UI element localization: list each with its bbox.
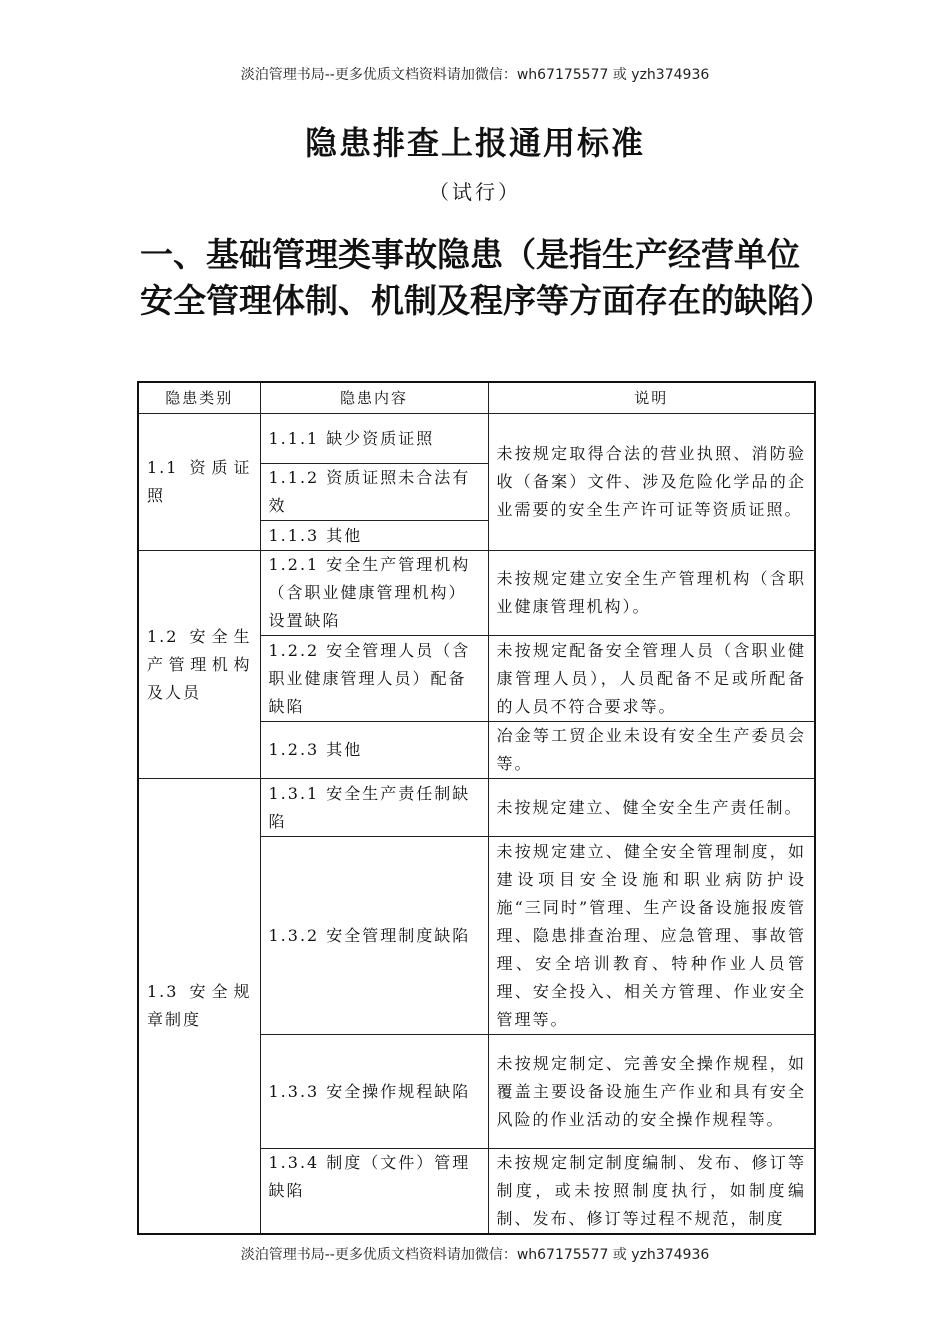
table-row <box>138 551 815 636</box>
description-cell: 未按规定建立安全生产管理机构（含职业健康管理机构）。 <box>488 551 815 636</box>
description-cell: 未按规定建立、健全安全生产责任制。 <box>488 779 815 837</box>
section-heading: 一、基础管理类事故隐患（是指生产经营单位安全管理体制、机制及程序等方面存在的缺陷） <box>140 235 833 320</box>
item-cell: 1.2.1 安全生产管理机构（含职业健康管理机构）设置缺陷 <box>260 551 488 636</box>
item-cell: 1.3.3 安全操作规程缺陷 <box>260 1035 488 1149</box>
header-content: 隐患内容 <box>260 382 488 414</box>
description-cell: 未按规定取得合法的营业执照、消防验收（备案）文件、涉及危险化学品的企业需要的安全生产许可证等资质证照。 <box>488 414 815 551</box>
header-description: 说明 <box>488 382 815 414</box>
table-row <box>138 779 815 837</box>
footer-note: 淡泊管理书局--更多优质文档资料请加微信：wh67175577 或 yzh374936 <box>240 1247 710 1263</box>
item-cell: 1.3.4 制度（文件）管理缺陷 <box>260 1149 488 1235</box>
item-cell: 1.1.3 其他 <box>260 521 488 551</box>
description-cell: 未按规定建立、健全安全管理制度，如建设项目安全设施和职业病防护设施“三同时”管理、生产设备设施报废管理、隐患排查治理、应急管理、事故管理、安全培训教育、特种作业人员管理、安全投入、相关方管理、作业安全管理等。 <box>488 837 815 1035</box>
item-cell: 1.2.2 安全管理人员（含职业健康管理人员）配备缺陷 <box>260 636 488 722</box>
description-cell: 未按规定制定、完善安全操作规程，如覆盖主要设备设施生产作业和具有安全风险的作业活动的安全操作规程等。 <box>488 1035 815 1149</box>
item-cell: 1.2.3 其他 <box>260 722 488 779</box>
header-category: 隐患类别 <box>138 382 260 414</box>
table-row <box>138 414 815 464</box>
description-cell: 未按规定制定制度编制、发布、修订等制度，或未按照制度执行，如制度编制、发布、修订等过程不规范，制度 <box>488 1149 815 1235</box>
header-note: 淡泊管理书局--更多优质文档资料请加微信：wh67175577 或 yzh374936 <box>240 67 710 83</box>
category-cell: 1.3 安全规章制度 <box>138 779 260 1235</box>
item-cell: 1.3.2 安全管理制度缺陷 <box>260 837 488 1035</box>
hazard-standard-table <box>137 381 816 1235</box>
category-cell: 1.2 安全生产管理机构及人员 <box>138 551 260 779</box>
table-header-row <box>138 382 815 414</box>
item-cell: 1.1.2 资质证照未合法有效 <box>260 464 488 521</box>
document-title: 隐患排查上报通用标准 <box>304 124 645 162</box>
category-cell: 1.1 资质证照 <box>138 414 260 551</box>
description-cell: 冶金等工贸企业未设有安全生产委员会等。 <box>488 722 815 779</box>
item-cell: 1.1.1 缺少资质证照 <box>260 414 488 464</box>
document-subtitle: （试行） <box>429 180 521 204</box>
description-cell: 未按规定配备安全管理人员（含职业健康管理人员），人员配备不足或所配备的人员不符合要求等。 <box>488 636 815 722</box>
item-cell: 1.3.1 安全生产责任制缺陷 <box>260 779 488 837</box>
